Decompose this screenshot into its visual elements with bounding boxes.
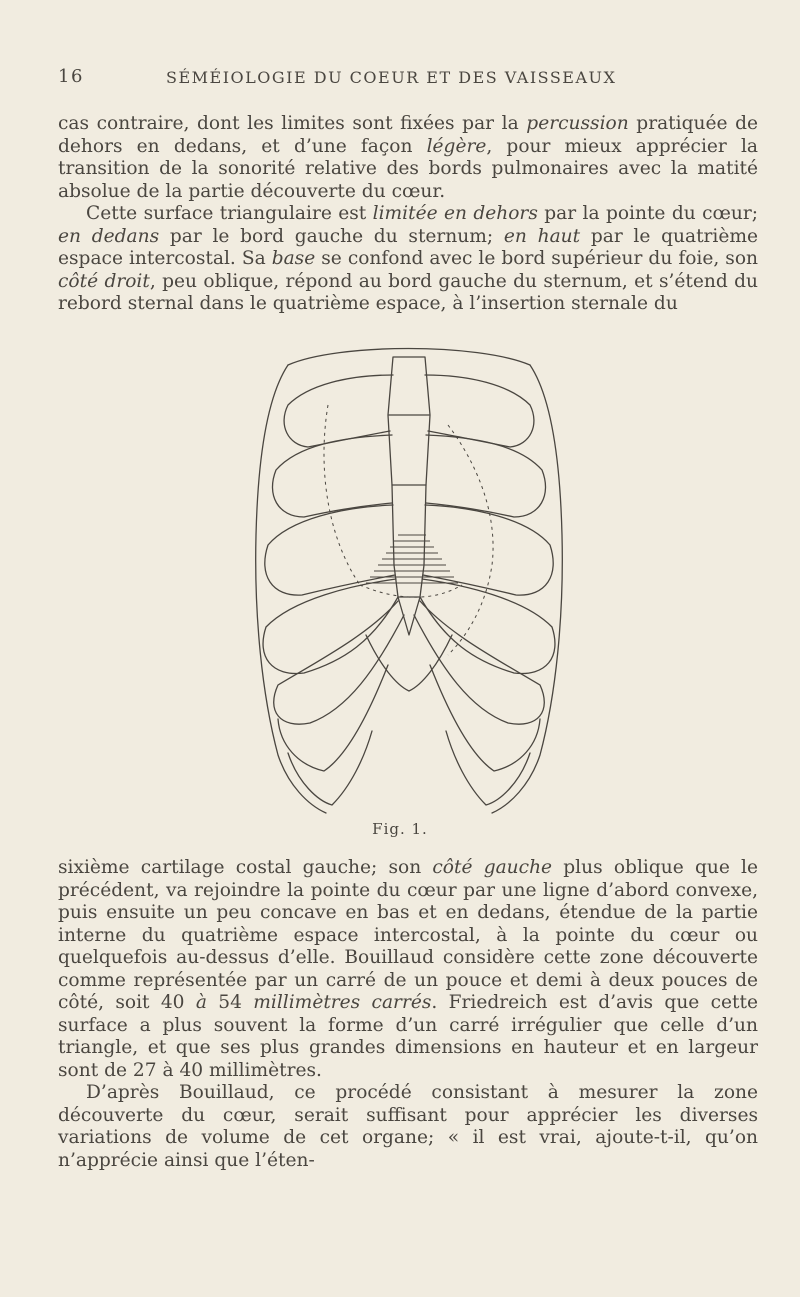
rib-cage-figure — [248, 335, 570, 819]
paragraph-1: cas contraire, dont les limites sont fixées par la percussion pratiquée de dehors en dedans, et d’une façon légère, pour mieux apprécier la transition de la sonorité relative des bords pulmonaires avec la matité absolue de la partie découverte du cœur. — [58, 113, 758, 202]
page-header — [58, 66, 758, 94]
rib-cage-illustration — [248, 335, 570, 819]
text-block-bottom — [58, 857, 758, 1172]
running-title: SÉMÉIOLOGIE DU COEUR ET DES VAISSEAUX — [166, 68, 617, 87]
paragraph-3: sixième cartilage costal gauche; son côté gauche plus oblique que le précédent, va rejoindre la pointe du cœur par une ligne d’abord convexe, puis ensuite un peu concave en bas et en dedans, étendue de la partie interne du quatrième espace intercostal, à la pointe du cœur ou quelquefois au-dessus d’elle. Bouillaud considère cette zone découverte comme représentée par un carré de un pouce et demi à deux pouces de côté, soit 40 à 54 millimètres carrés. Friedreich est d’avis que cette surface a plus souvent la forme d’un carré irrégulier que celle d’un triangle, et que ses plus grandes dimensions en hauteur et en largeur sont de 27 à 40 millimètres. — [58, 857, 759, 1081]
paragraph-2: Cette surface triangulaire est limitée en dehors par la pointe du cœur; en dedans par le bord gauche du sternum; en haut par le quatrième espace intercostal. Sa base se confond avec le bord supérieur du foie, son côté droit, peu oblique, répond au bord gauche du sternum, et s’étend du rebord sternal dans le quatrième espace, à l’insertion sternale du — [58, 203, 759, 314]
page-number: 16 — [58, 66, 84, 87]
text-block-top — [58, 113, 758, 316]
figure-caption: Fig. 1. — [372, 820, 428, 838]
paragraph-4: D’après Bouillaud, ce procédé consistant à mesurer la zone découverte du cœur, serait suffisant pour apprécier les diverses variations de volume de cet organe; « il est vrai, ajoute-t-il, qu’on n’apprécie ainsi que l’éten- — [58, 1082, 758, 1171]
